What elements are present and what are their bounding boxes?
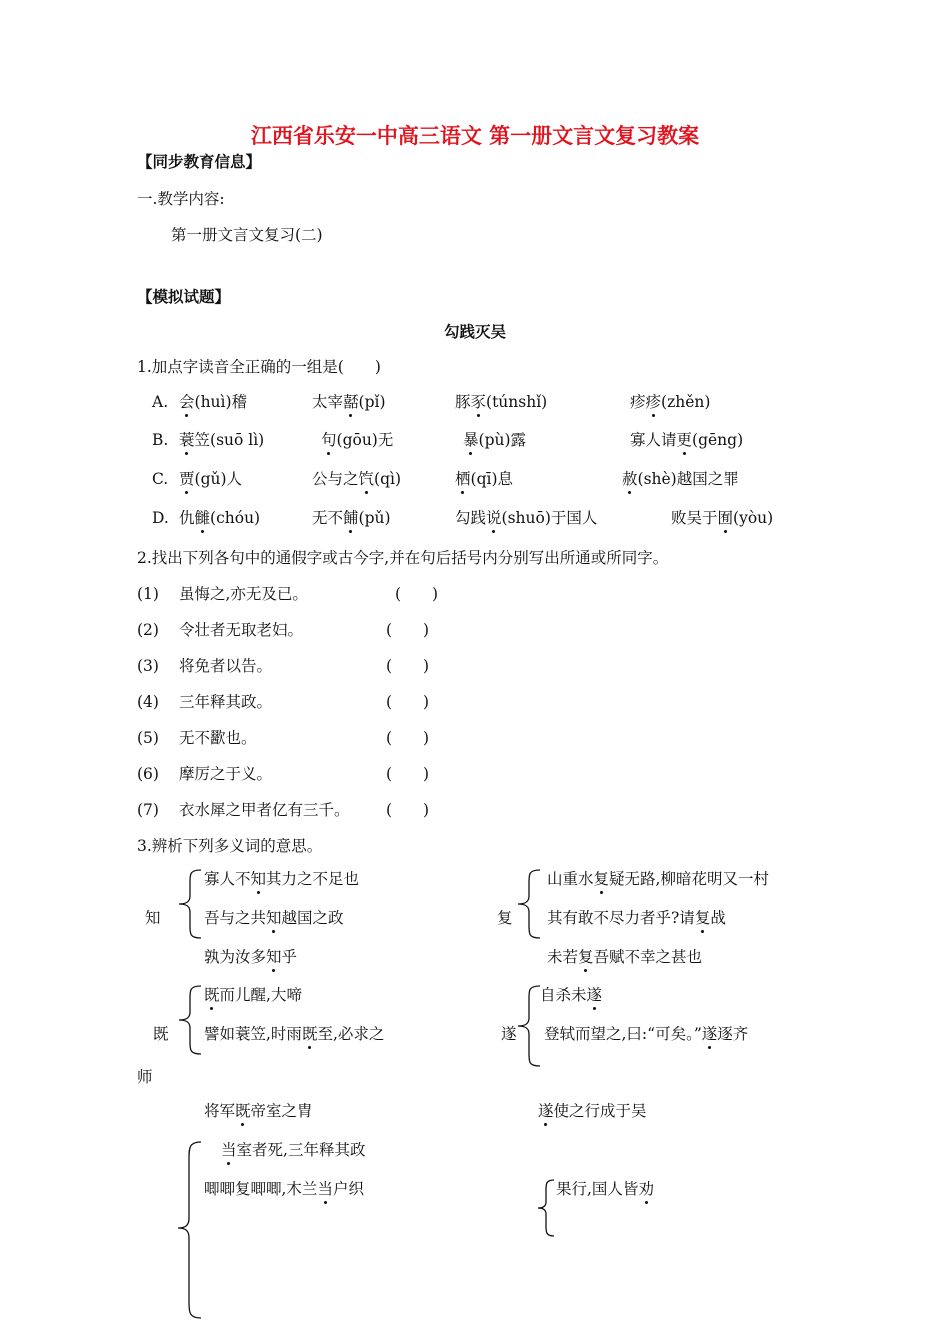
polysemy-word-fu: 复: [497, 909, 513, 927]
dang-example: 当室者死,三年释其政: [221, 1141, 366, 1159]
q1-option-item: 贾(gǔ)人: [179, 470, 243, 488]
question-1-stem: 1.加点字读音全正确的一组是( ): [137, 358, 381, 376]
q2-answer-blank: ( ): [386, 765, 430, 783]
q2-answer-blank: ( ): [386, 729, 430, 747]
q2-item-text: 衣水犀之甲者亿有三千。: [179, 801, 350, 819]
q2-answer-blank: ( ): [386, 657, 430, 675]
document-title: 江西省乐安一中高三语文 第一册文言文复习教案: [250, 123, 700, 148]
q2-item-number: (4): [137, 693, 159, 711]
q1-option-item: 公与之饩(qì): [312, 470, 402, 488]
q1-option-item: 蓑笠(suō lì): [179, 431, 265, 449]
polysemy-word-sui: 遂: [501, 1025, 517, 1043]
dang-example: 唧唧复唧唧,木兰当户织: [204, 1180, 364, 1198]
ji-example: 既而儿醒,大啼: [204, 986, 302, 1004]
teaching-content-label: 一.教学内容:: [137, 190, 225, 208]
section-heading-info: 【同步教育信息】: [137, 152, 262, 171]
sui-example: 遂使之行成于吴: [538, 1102, 647, 1120]
q1-option-item: 仇雠(chóu): [179, 509, 261, 527]
zhi-example: 寡人不知其力之不足也: [204, 870, 360, 888]
curly-brace-icon: [175, 1140, 205, 1320]
zhi-example: 孰为汝多知乎: [204, 948, 298, 966]
q1-option-item: 暴(pù)露: [463, 431, 527, 449]
fu-example: 山重水复疑无路,柳暗花明又一村: [547, 870, 769, 888]
q2-item-text: 摩厉之于义。: [179, 765, 273, 783]
q1-option-label: B.: [152, 431, 169, 449]
q2-item-number: (7): [137, 801, 159, 819]
q1-option-item: 勾践说(shuō)于国人: [455, 509, 598, 527]
q1-option-item: 败吴于囿(yòu): [671, 509, 774, 527]
ji-example-wrap: 师: [137, 1068, 153, 1086]
zhi-example: 吾与之共知越国之政: [204, 909, 344, 927]
question-2-stem: 2.找出下列各句中的通假字或古今字,并在句后括号内分别写出所通或所同字。: [137, 549, 669, 567]
curly-brace-icon: [514, 868, 544, 940]
q2-answer-blank: ( ): [395, 585, 439, 603]
q2-item-text: 令壮者无取老妇。: [179, 621, 304, 639]
fu-example: 其有敢不尽力者乎?请复战: [547, 909, 726, 927]
question-3-stem: 3.辨析下列多义词的意思。: [137, 837, 323, 855]
polysemy-word-zhi: 知: [145, 909, 161, 927]
q1-option-item: 赦(shè)越国之罪: [622, 470, 739, 488]
sui-example: 登轼而望之,曰:“可矣。”遂逐齐: [544, 1025, 749, 1043]
q2-item-number: (1): [137, 585, 159, 603]
quan-example: 果行,国人皆劝: [556, 1180, 654, 1198]
q2-answer-blank: ( ): [386, 621, 430, 639]
passage-title: 勾践灭吴: [443, 322, 506, 341]
q1-option-label: D.: [152, 509, 169, 527]
q1-option-item: 会(huì)稽: [179, 393, 248, 411]
q2-item-number: (2): [137, 621, 159, 639]
q1-option-item: 句(gōu)无: [321, 431, 394, 449]
q1-option-item: 栖(qī)息: [455, 470, 513, 488]
q2-item-text: 无不歠也。: [179, 729, 257, 747]
q1-option-item: 寡人请更(gēng): [630, 431, 744, 449]
ji-example: 譬如蓑笠,时雨既至,必求之: [204, 1025, 385, 1043]
q1-option-item: 无不餔(pǔ): [312, 509, 391, 527]
q2-item-text: 将免者以告。: [179, 657, 273, 675]
q2-item-number: (3): [137, 657, 159, 675]
teaching-content-text: 第一册文言文复习(二): [171, 226, 323, 244]
fu-example: 未若复吾赋不幸之甚也: [547, 948, 703, 966]
q1-option-item: 豚豕(túnshǐ): [455, 393, 548, 411]
q2-item-number: (5): [137, 729, 159, 747]
q2-item-text: 三年释其政。: [179, 693, 273, 711]
curly-brace-icon: [175, 984, 205, 1056]
curly-brace-icon: [536, 1178, 558, 1238]
q1-option-label: A.: [152, 393, 169, 411]
section-heading-test: 【模拟试题】: [137, 287, 231, 306]
q1-option-item: 太宰嚭(pǐ): [312, 393, 386, 411]
q1-option-label: C.: [152, 470, 169, 488]
q2-answer-blank: ( ): [386, 693, 430, 711]
sui-example: 自杀未遂: [540, 986, 603, 1004]
curly-brace-icon: [175, 868, 205, 940]
polysemy-word-ji: 既: [153, 1025, 169, 1043]
q2-item-number: (6): [137, 765, 159, 783]
q2-answer-blank: ( ): [386, 801, 430, 819]
q1-option-item: 疹疹(zhěn): [630, 393, 711, 411]
q2-item-text: 虽悔之,亦无及已。: [179, 585, 308, 603]
ji-example: 将军既帝室之胄: [204, 1102, 313, 1120]
